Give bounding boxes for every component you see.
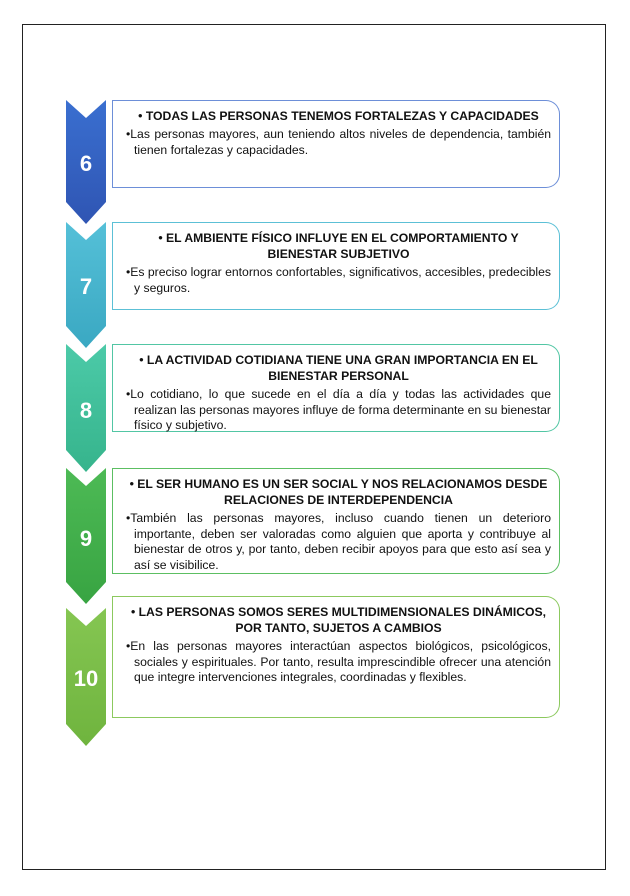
step-number-10: 10 <box>73 666 99 691</box>
card-body-10: •En las personas mayores interactúan aspectos biológicos, psicológicos, sociales y espirituales. Por tanto, resulta imprescindible ofrecer una atención que integre intervenciones integrales, coordinadas y flexibles. <box>126 639 551 684</box>
card-title-7: • EL AMBIENTE FÍSICO INFLUYE EN EL COMPORTAMIENTO Y BIENESTAR SUBJETIVO <box>158 231 519 261</box>
step-number-7: 7 <box>79 274 93 299</box>
card-title-10: • LAS PERSONAS SOMOS SERES MULTIDIMENSIONALES DINÁMICOS, POR TANTO, SUJETOS A CAMBIOS <box>130 605 547 635</box>
step-number-6: 6 <box>79 151 93 176</box>
card-title-9: • EL SER HUMANO ES UN SER SOCIAL Y NOS RELACIONAMOS DESDE RELACIONES DE INTERDEPENDENCIA <box>129 477 548 507</box>
card-body-8: •Lo cotidiano, lo que sucede en el día a día y todas las actividades que realizan las personas mayores influye de forma determinante en su bienestar físico y subjetivo. <box>126 387 551 432</box>
card-title-8: • LA ACTIVIDAD COTIDIANA TIENE UNA GRAN IMPORTANCIA EN EL BIENESTAR PERSONAL <box>139 353 538 383</box>
card-body-9: •También las personas mayores, incluso cuando tienen un deterioro importante, deben ser valoradas como alguien que aporta y contribuye al bienestar de otros y, por tanto, deben recibir apoyos para que esto así sea y así se visibilice. <box>126 511 551 572</box>
card-8 <box>112 344 560 432</box>
step-number-9: 9 <box>79 526 93 551</box>
card-title-6: • TODAS LAS PERSONAS TENEMOS FORTALEZAS Y CAPACIDADES <box>138 109 539 123</box>
card-9 <box>112 468 560 574</box>
card-6 <box>112 100 560 188</box>
card-body-7: •Es preciso lograr entornos confortables, significativos, accesibles, predecibles y seguros. <box>126 265 551 295</box>
card-7 <box>112 222 560 310</box>
card-10 <box>112 596 560 718</box>
step-number-8: 8 <box>79 398 93 423</box>
card-body-6: •Las personas mayores, aun teniendo altos niveles de dependencia, también tienen fortalezas y capacidades. <box>126 127 551 157</box>
